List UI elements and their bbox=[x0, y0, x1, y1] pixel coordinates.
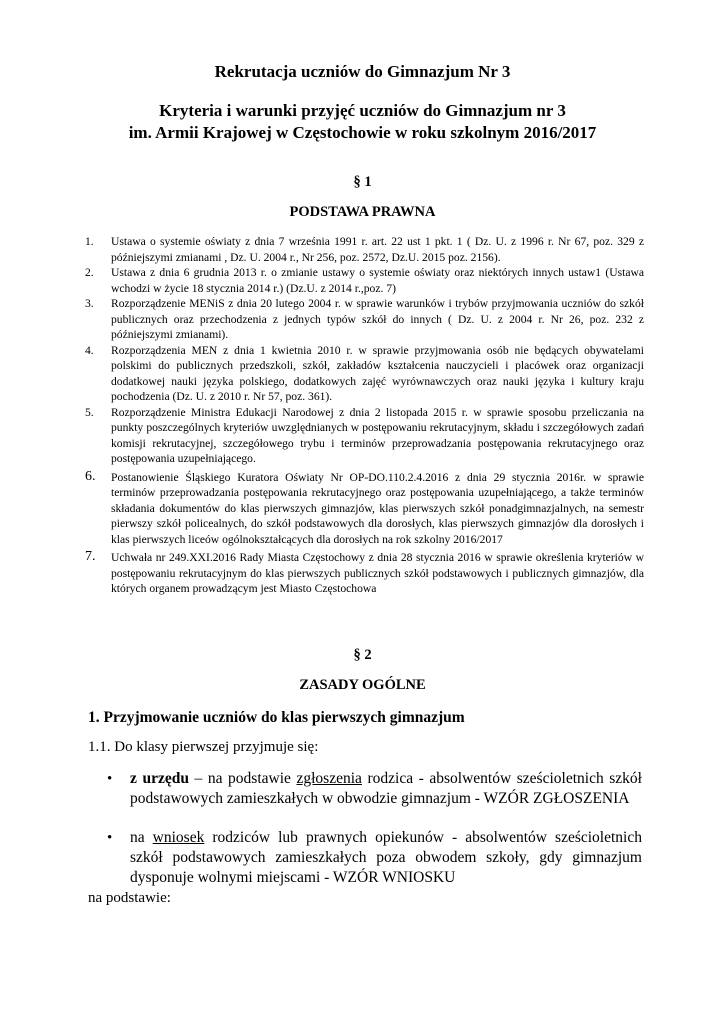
list-item bbox=[82, 343, 644, 405]
bullet-icon: • bbox=[107, 771, 113, 787]
bullet-icon: • bbox=[107, 830, 113, 846]
section-1-heading: PODSTAWA PRAWNA bbox=[289, 204, 436, 220]
document-subtitle-line-1: Kryteria i warunki przyjęć uczniów do Gimnazjum nr 3 bbox=[159, 101, 566, 120]
section-1-number: § 1 bbox=[353, 174, 372, 190]
document-subtitle-line-2: im. Armii Krajowej w Częstochowie w roku szkolnym 2016/2017 bbox=[128, 123, 597, 142]
list-item-number: 1. bbox=[85, 235, 94, 248]
section-2-heading: ZASADY OGÓLNE bbox=[299, 677, 426, 693]
list-item bbox=[82, 296, 644, 343]
section-2-number: § 2 bbox=[353, 647, 372, 663]
list-item-number: 6. bbox=[85, 468, 96, 484]
list-item-number: 3. bbox=[85, 297, 94, 310]
list-item bbox=[82, 470, 644, 548]
admission-intro: 1.1. Do klasy pierwszej przyjmuje się: bbox=[88, 739, 319, 755]
section-2-subheading: 1. Przyjmowanie uczniów do klas pierwszych gimnazjum bbox=[88, 709, 465, 726]
list-item bbox=[82, 265, 644, 296]
bullet-text: rodzica - absolwentów sześcioletnich szkół podstawowych zamieszkałych w obwodzie gimnazjum - WZÓR ZGŁOSZENIA bbox=[130, 770, 642, 807]
document-title: Rekrutacja uczniów do Gimnazjum Nr 3 bbox=[214, 62, 511, 81]
list-item-text: Ustawa o systemie oświaty z dnia 7 września 1991 r. art. 22 ust 1 pkt. 1 ( Dz. U. z 1996 r. Nr 67, poz. 329 z późniejszymi zmianami , Dz. U. 2004 r., Nr 256, poz. 2572, Dz.U. 2015 poz. 2156). bbox=[111, 235, 644, 264]
bullet-item-application bbox=[107, 828, 642, 888]
footer-text: na podstawie: bbox=[88, 890, 171, 906]
list-item-text: Ustawa z dnia 6 grudnia 2013 r. o zmianie ustawy o systemie oświaty oraz niektórych innych ustaw1 (Ustawa wchodzi w życie 18 stycznia 2014 r.) (Dz.U. z 2014 r.,poz. 7) bbox=[111, 266, 644, 295]
bullet-text: rodziców lub prawnych opiekunów - absolwentów sześcioletnich szkół podstawowych zamieszkałych poza obwodem szkoły, gdy gimnazjum dysponuje wolnymi miejscami - WZÓR WNIOSKU bbox=[130, 829, 642, 886]
list-item bbox=[82, 405, 644, 467]
list-item-text: Uchwała nr 249.XXI.2016 Rady Miasta Częstochowy z dnia 28 stycznia 2016 w sprawie określenia kryteriów w postępowaniu rekrutacyjnym do klas pierwszych publicznych szkół podstawowych i publicznych gimnazjów, dla których organem prowadzącym jest Miasto Częstochowa bbox=[111, 551, 644, 595]
list-item bbox=[82, 234, 644, 265]
list-item-number: 7. bbox=[85, 549, 96, 564]
application-link[interactable]: wniosek bbox=[152, 829, 205, 846]
list-item-number: 5. bbox=[85, 405, 94, 419]
list-item-text: Rozporządzenie Ministra Edukacji Narodowej z dnia 2 listopada 2015 r. w sprawie sposobu przeliczania na punkty poszczególnych kryteriów uwzględnianych w postępowaniu rekrutacyjnym, składu i szczegółowych zadań komisji rekrutacyjnej, szczegółowego trybu i terminów przeprowadzania postępowania rekrutacyjnego oraz postępowania uzupełniającego. bbox=[111, 405, 644, 465]
bullet-text: na bbox=[130, 829, 153, 846]
list-item-text: Rozporządzenie MENiS z dnia 20 lutego 2004 r. w sprawie warunków i trybów przyjmowania uczniów do szkół publicznych oraz przechodzenia z jednych typów szkół do innych ( Dz. U. z 2004 r. Nr 26, poz. 232 z późniejszymi zmianami). bbox=[111, 297, 644, 341]
notification-link[interactable]: zgłoszenia bbox=[296, 770, 362, 787]
bullet-item-ex-officio bbox=[107, 769, 642, 809]
bullet-bold-text: z urzędu bbox=[130, 770, 189, 787]
legal-basis-list bbox=[82, 234, 644, 597]
list-item-text: Rozporządzenia MEN z dnia 1 kwietnia 2010 r. w sprawie przyjmowania osób nie będących obywatelami polskimi do publicznych przedszkoli, szkół, zakładów kształcenia nauczycieli i placówek oraz organizacji dodatkowej nauki języka polskiego, dodatkowych zajęć wyrównawczych oraz nauki języka i kultury kraju pochodzenia (Dz. U. z 2010 r. Nr 57, poz. 361). bbox=[111, 343, 644, 403]
bullet-text: – na podstawie bbox=[188, 770, 297, 787]
list-item-text: Postanowienie Śląskiego Kuratora Oświaty Nr OP-DO.110.2.4.2016 z dnia 29 stycznia 2016r. w sprawie terminów przeprowadzania postępowania rekrutacyjnego oraz postępowania uzupełniającego, a także terminów składania dokumentów do klas pierwszych gimnazjów, klas pierwszych szkół ponadgimnazjalnych, na semestr pierwszy szkół policealnych, do szkół podstawowych dla dorosłych, klas pierwszych gimnazjów dla dorosłych i klas pierwszych liceów ogólnokształcących dla dorosłych na rok szkolny 2016/2017 bbox=[111, 470, 644, 546]
list-item bbox=[82, 550, 644, 597]
list-item-number: 2. bbox=[85, 266, 94, 279]
list-item-number: 4. bbox=[85, 343, 94, 357]
